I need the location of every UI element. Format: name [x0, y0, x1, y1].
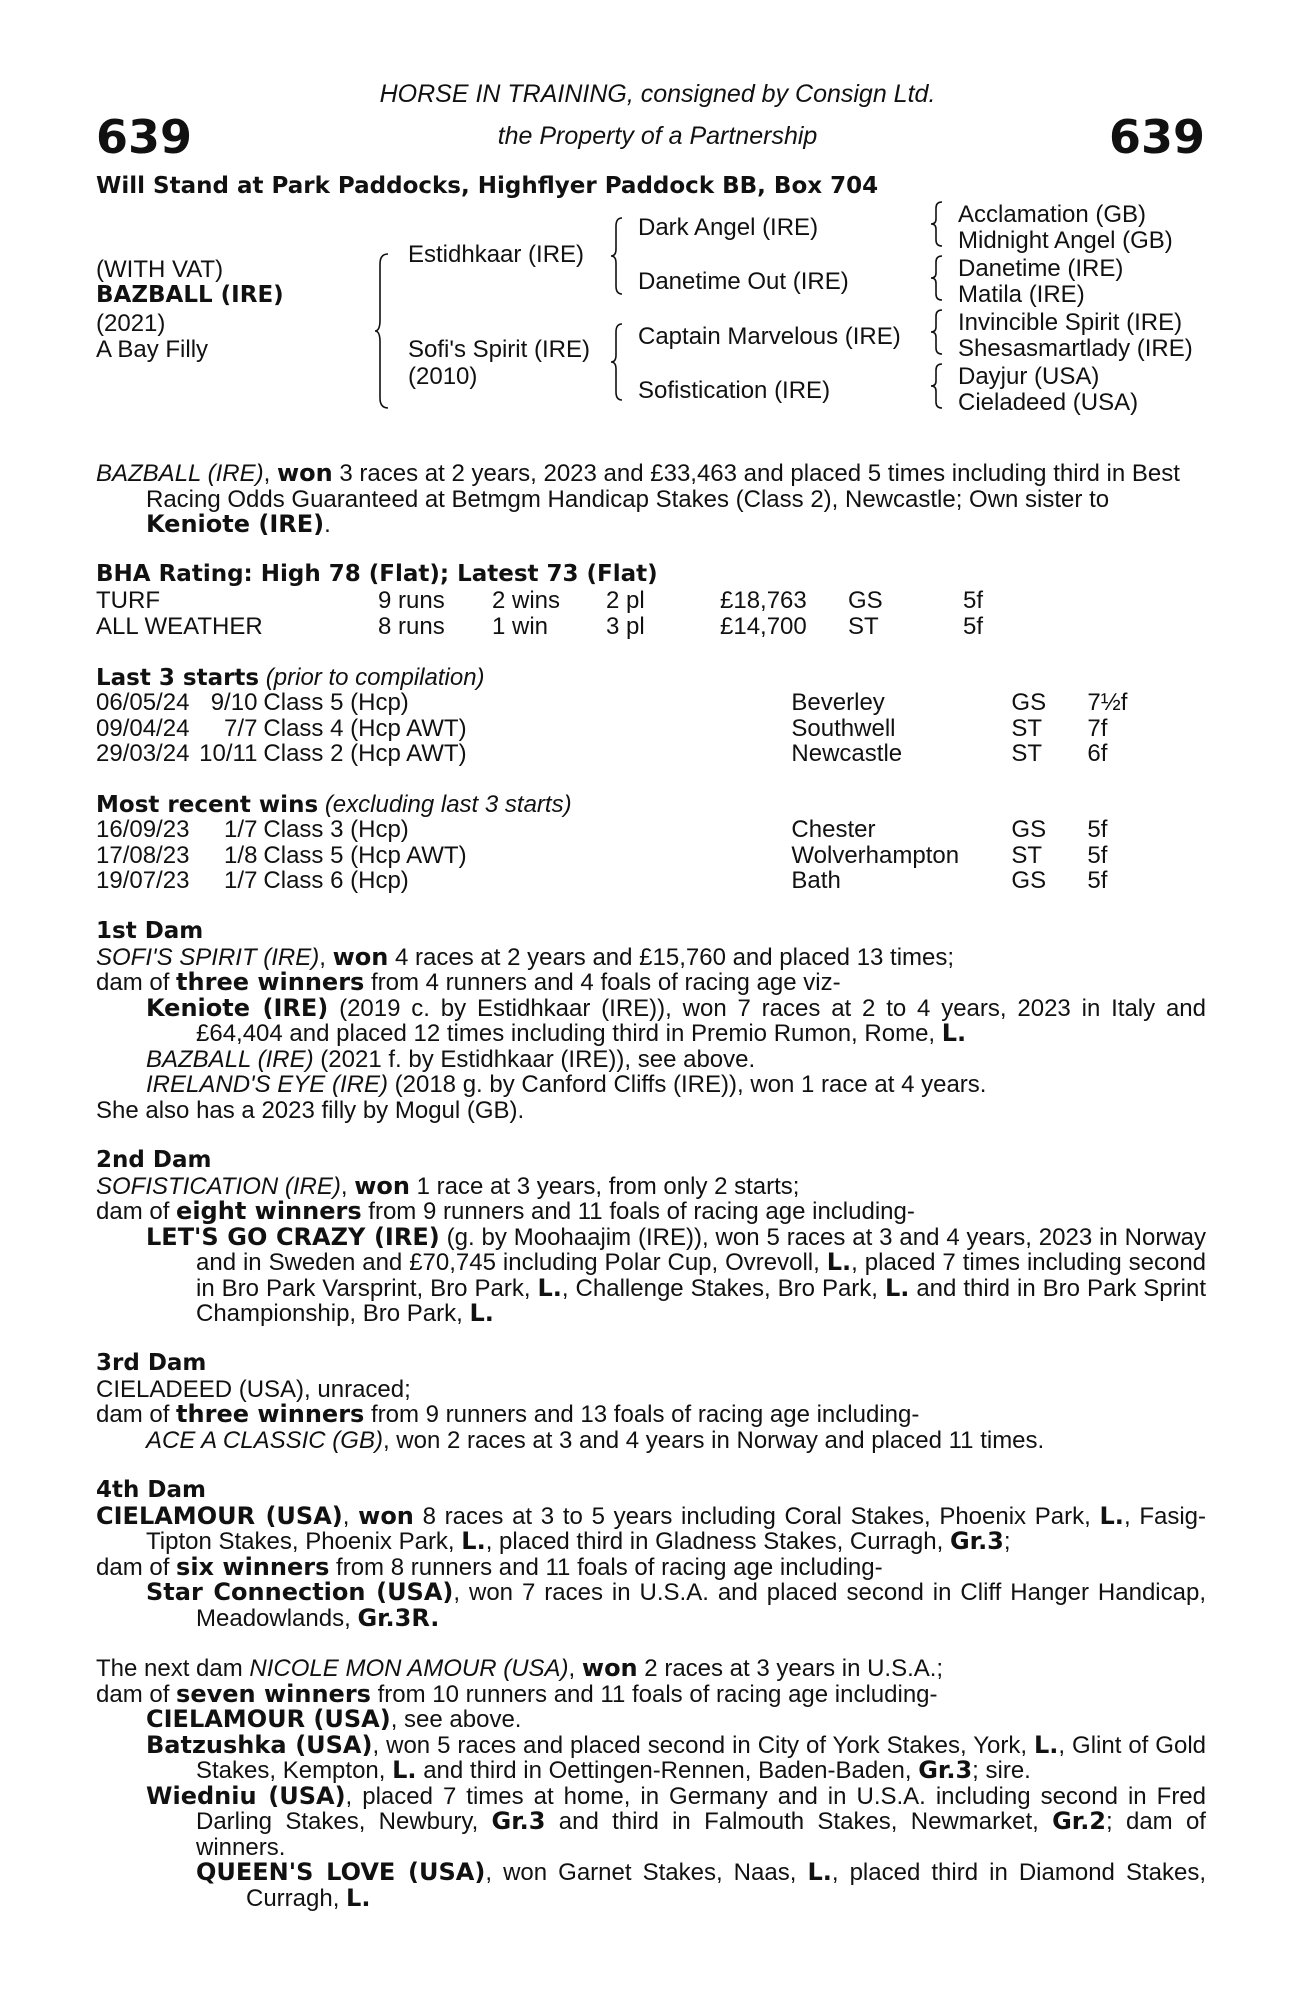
pedigree-dam-dam: Sofistication (IRE) — [638, 377, 831, 404]
consignment-line: HORSE IN TRAINING, consigned by Consign Ltd. — [379, 80, 936, 108]
last-starts-heading — [96, 665, 485, 692]
progeny-name: IRELAND'S EYE (IRE) — [146, 1071, 388, 1098]
progeny-name: BAZBALL (IRE) — [146, 1045, 314, 1073]
dam-record: 1 race at 3 years, from only 2 starts; — [409, 1172, 800, 1200]
race-course: Wolverhampton — [791, 841, 960, 869]
dam-record: , placed third in Gladness Stakes, Curragh, — [485, 1528, 950, 1555]
race-class: Class 6 (Hcp) — [263, 867, 409, 894]
distance: 5f — [963, 587, 984, 614]
winners-count: six winners — [176, 1552, 330, 1581]
pedigree-g5: Invincible Spirit (IRE) — [958, 309, 1183, 336]
race-course: Southwell — [791, 714, 896, 742]
race-going: GS — [1011, 689, 1047, 716]
progeny-record: (2019 c. by Estidhkaar (IRE)), won 7 races at 2 to 4 years, 2023 in Italy and £64,404 and placed 12 times including third in Premio Rumon, Rome, — [196, 994, 1206, 1047]
win-row — [96, 817, 1107, 843]
progeny-record: , placed 7 times including second in Bro Park Varsprint, Bro Park, — [196, 1249, 1207, 1302]
race-date: 17/08/23 — [96, 841, 190, 869]
last-starts-note: (prior to compilation) — [265, 664, 485, 691]
going: GS — [848, 587, 883, 614]
listed-mark: L. — [346, 1883, 371, 1912]
second-dam-heading: 2nd Dam — [96, 1147, 212, 1173]
race-date: 29/03/24 — [96, 740, 190, 767]
recent-wins-heading — [96, 792, 572, 819]
prize-money: £18,763 — [720, 587, 807, 614]
pedigree-g7: Dayjur (USA) — [958, 363, 1100, 390]
first-dam-heading: 1st Dam — [96, 918, 204, 944]
winners-count: three winners — [176, 968, 365, 996]
race-position: 9/10 — [210, 689, 258, 716]
race-date: 06/05/24 — [96, 689, 190, 716]
pedigree-g3: Danetime (IRE) — [958, 255, 1124, 282]
pedigree-dam-sire: Captain Marvelous (IRE) — [638, 323, 901, 350]
progeny-record: ; dam of winners. — [196, 1808, 1206, 1861]
pedigree-brace-sire — [610, 216, 624, 296]
pedigree-sire-sire: Dark Angel (IRE) — [638, 214, 819, 241]
race-class: Class 5 (Hcp AWT) — [263, 841, 467, 869]
listed-mark: L. — [469, 1299, 494, 1327]
race-class: Class 3 (Hcp) — [263, 816, 409, 843]
winners-count: seven winners — [176, 1679, 371, 1708]
listed-mark: L. — [537, 1273, 562, 1302]
runners-foals: from 9 runners and 13 foals of racing age including- — [364, 1401, 920, 1428]
grand-progeny-entry — [96, 1860, 1206, 1911]
race-course: Newcastle — [791, 740, 903, 767]
stats-row-turf — [96, 588, 983, 614]
runners-foals: from 4 runners and 4 foals of racing age viz- — [364, 969, 841, 996]
pedigree-g8: Cieladeed (USA) — [958, 389, 1139, 416]
race-distance: 5f — [1087, 816, 1108, 843]
third-dam-section — [96, 1351, 1206, 1453]
fourth-dam-heading: 4th Dam — [96, 1477, 206, 1503]
progeny-name: ACE A CLASSIC (GB) — [146, 1426, 383, 1454]
listed-mark: L. — [807, 1858, 832, 1886]
progeny-record: , won 2 races at 3 and 4 years in Norway and placed 11 times. — [382, 1426, 1045, 1454]
form-row — [96, 716, 1127, 742]
dam-record: 2 races at 3 years in U.S.A.; — [637, 1655, 944, 1682]
progeny-entry — [96, 993, 1206, 1047]
vat-note: (WITH VAT) — [96, 256, 224, 283]
pedigree-g4: Matila (IRE) — [958, 281, 1085, 308]
pedigree-brace-g4 — [930, 362, 944, 410]
race-distance: 5f — [1087, 867, 1108, 894]
distance: 5f — [963, 612, 984, 640]
summary-won: won — [276, 459, 333, 487]
dam-record: , Fasig-Tipton Stakes, Phoenix Park, — [146, 1502, 1206, 1555]
form-row — [96, 690, 1127, 716]
group-mark: Gr.3 — [918, 1756, 973, 1784]
group-mark: Gr.2 — [1052, 1807, 1107, 1835]
pedigree-g6: Shesasmartlady (IRE) — [958, 335, 1193, 362]
placed: 3 pl — [606, 612, 645, 640]
property-line: the Property of a Partnership — [497, 122, 818, 150]
pedigree-brace-g3 — [930, 308, 944, 356]
win-row — [96, 868, 1107, 894]
race-going: GS — [1011, 816, 1047, 843]
pedigree-sire-dam: Danetime Out (IRE) — [638, 268, 849, 295]
prize-money: £14,700 — [720, 612, 807, 640]
pedigree-brace-dam — [610, 322, 624, 402]
race-date: 09/04/24 — [96, 714, 190, 742]
pedigree-brace-g1 — [930, 200, 944, 248]
dam-entry — [96, 1501, 1206, 1555]
stats-row-all-weather — [96, 614, 983, 640]
bha-stats-table — [96, 588, 983, 639]
first-dam-section: 1st Dam SOFI'S SPIRIT (IRE), won 4 races at 2 years and £15,760 and placed 13 times; dam of three winners from 4 runners and 4 foals of racing age viz- Keniote (IRE) (2019 c. by Estidhkaar (IRE)), won 7 races at 2 to 4 years, 2023 in Italy and £64,404 and placed 12 times including third in Premio Rumon, Rome, L. BAZBALL (IRE) (2021 f. by Estidhkaar (IRE)), see above. IRELAND'S EYE (IRE) (2018 g. by Canford Cliffs (IRE)), won 1 race at 4 years. She also has a 2023 filly by Mogul (GB). — [96, 918, 1206, 1124]
dam-of: dam of — [96, 1553, 177, 1581]
progeny-entry — [96, 1428, 1206, 1454]
dam-of: dam of — [96, 969, 177, 996]
winners-count: eight winners — [176, 1197, 362, 1225]
progeny-record: (g. by Moohaajim (IRE)), won 5 races at 3 and 4 years, 2023 in Norway and in Sweden and £70,745 including Polar Cup, Ovrevoll, — [196, 1223, 1206, 1276]
lot-number-left: 639 — [96, 110, 193, 164]
recent-wins-note: (excluding last 3 starts) — [324, 791, 572, 818]
won-label: won — [354, 1171, 410, 1200]
progeny-record: , Challenge Stakes, Bro Park, — [561, 1274, 885, 1302]
progeny-record: and third in Falmouth Stakes, Newmarket, — [545, 1808, 1053, 1835]
progeny-record: , see above. — [390, 1706, 522, 1733]
progeny-name: QUEEN'S LOVE (USA) — [196, 1858, 486, 1886]
progeny-record: (2021 f. by Estidhkaar (IRE)), see above. — [313, 1045, 756, 1073]
summary-end: . — [324, 511, 331, 538]
race-course: Bath — [791, 867, 841, 894]
progeny-name: Wiedniu (USA) — [146, 1781, 346, 1810]
pedigree-g1: Acclamation (GB) — [958, 201, 1147, 228]
progeny-record: , won 7 races in U.S.A. and placed second in Cliff Hanger Handicap, Meadowlands, — [196, 1579, 1206, 1632]
progeny-entry — [96, 1707, 1206, 1733]
second-dam-section: 2nd Dam SOFISTICATION (IRE), won 1 race at 3 years, from only 2 starts; dam of eight winners from 9 runners and 11 foals of racing age including- LET'S GO CRAZY (IRE) (g. by Moohaajim (IRE)), won 5 races at 3 and 4 years, 2023 in Norway and in Sweden and £70,745 including Polar Cup, Ovrevoll, L., placed 7 times including second in Bro Park Varsprint, Bro Park, L., Challenge Stakes, Bro Park, L. and third in Bro Park Sprint Championship, Bro Park, L. — [96, 1147, 1207, 1327]
listed-mark: L. — [884, 1273, 910, 1302]
race-position: 7/7 — [224, 714, 258, 742]
progeny-record: ; sire. — [972, 1757, 1031, 1784]
progeny-entry — [96, 1222, 1207, 1327]
separator: , — [342, 1502, 359, 1530]
progeny-entry — [96, 1580, 1206, 1631]
separator: , — [568, 1655, 582, 1682]
progeny-name: Batzushka (USA) — [146, 1730, 373, 1759]
dam-name: SOFI'S SPIRIT (IRE) — [96, 943, 320, 971]
horse-year: (2021) — [96, 310, 166, 337]
group-mark: Gr.3 — [491, 1807, 546, 1835]
recent-wins-table — [96, 817, 1107, 894]
horse-name: BAZBALL (IRE) — [96, 282, 284, 308]
next-dam-intro: The next dam — [96, 1655, 250, 1682]
summary-text: 3 races at 2 years, 2023 and £33,463 and placed 5 times including third in Best Racing Odds Guaranteed at Betmgm Handicap Stakes (Class 2), Newcastle; Own sister to — [146, 460, 1180, 513]
won-label: won — [581, 1654, 638, 1682]
runners-foals: from 8 runners and 11 foals of racing age including- — [329, 1553, 883, 1581]
progeny-record: , placed 7 times at home, in Germany and in U.S.A. including second in Fred Darling Stakes, Newbury, — [196, 1782, 1207, 1835]
dam-record: 4 races at 2 years and £15,760 and placed 13 times; — [388, 943, 955, 971]
race-position: 1/7 — [224, 816, 258, 843]
race-class: Class 4 (Hcp AWT) — [263, 714, 467, 742]
race-class: Class 5 (Hcp) — [263, 689, 409, 716]
stand-location: Will Stand at Park Paddocks, Highflyer Paddock BB, Box 704 — [96, 173, 879, 199]
wins: 1 win — [492, 612, 549, 640]
race-distance: 7½f — [1087, 689, 1128, 716]
surface: TURF — [96, 587, 160, 614]
also-has-note: She also has a 2023 filly by Mogul (GB). — [96, 1096, 525, 1124]
race-position: 10/11 — [199, 740, 258, 767]
race-going: ST — [1011, 841, 1043, 869]
runs: 9 runs — [378, 587, 445, 614]
progeny-record: , won 5 races and placed second in City of York Stakes, York, — [372, 1731, 1034, 1759]
progeny-record: , placed third in Diamond Stakes, Curragh, — [246, 1859, 1206, 1912]
progeny-record: and third in Bro Park Sprint Championship, Bro Park, — [196, 1274, 1206, 1327]
dam-record: CIELADEED (USA), unraced; — [96, 1375, 411, 1403]
bha-rating-heading: BHA Rating: High 78 (Flat); Latest 73 (Flat) — [96, 561, 658, 587]
race-going: GS — [1011, 867, 1047, 894]
horse-description: A Bay Filly — [96, 336, 209, 363]
pedigree-brace-main — [374, 252, 390, 410]
progeny-entry — [96, 1072, 1206, 1098]
form-row — [96, 741, 1127, 767]
progeny-record: and third in Oettingen-Rennen, Baden-Baden, — [416, 1757, 919, 1784]
listed-mark: L. — [392, 1756, 417, 1784]
progeny-name: Keniote (IRE) — [146, 993, 329, 1022]
runners-foals: from 9 runners and 11 foals of racing age including- — [361, 1198, 915, 1225]
group-mark: Gr.3 — [949, 1527, 1004, 1555]
dam-of: dam of — [96, 1401, 177, 1428]
dam-name: CIELAMOUR (USA) — [96, 1501, 343, 1530]
progeny-record: (2018 g. by Canford Cliffs (IRE)), won 1 race at 4 years. — [387, 1071, 987, 1098]
dam-name: NICOLE MON AMOUR (USA) — [249, 1655, 569, 1682]
dam-record: ; — [1003, 1528, 1011, 1555]
won-label: won — [358, 1501, 414, 1530]
listed-mark: L. — [826, 1248, 852, 1276]
race-course: Chester — [791, 816, 876, 843]
dam-of: dam of — [96, 1680, 177, 1708]
next-dam-section — [96, 1656, 1206, 1911]
race-course: Beverley — [791, 689, 885, 716]
race-summary: BAZBALL (IRE), won 3 races at 2 years, 2023 and £33,463 and placed 5 times including third in Best Racing Odds Guaranteed at Betmgm Handicap Stakes (Class 2), Newcastle; Own sister to Keniote (IRE). — [96, 459, 1180, 538]
pedigree-g2: Midnight Angel (GB) — [958, 227, 1173, 254]
dam-of: dam of — [96, 1198, 177, 1225]
race-going: ST — [1011, 740, 1043, 767]
progeny-entry — [96, 1781, 1207, 1861]
recent-wins-title: Most recent wins — [96, 792, 319, 818]
pedigree-dam: Sofi's Spirit (IRE) — [408, 336, 590, 363]
dam-record: 8 races at 3 to 5 years including Coral Stakes, Phoenix Park, — [413, 1502, 1100, 1530]
summary-sister: Keniote (IRE) — [146, 510, 325, 538]
last-starts-table — [96, 690, 1127, 767]
placed: 2 pl — [606, 587, 645, 614]
race-date: 16/09/23 — [96, 816, 190, 843]
pedigree-dam-year: (2010) — [408, 363, 478, 390]
race-distance: 6f — [1087, 740, 1108, 767]
race-position: 1/8 — [224, 841, 258, 869]
win-row — [96, 843, 1107, 869]
listed-mark: L. — [941, 1019, 967, 1047]
progeny-name: Star Connection (USA) — [146, 1578, 454, 1606]
progeny-record: , Glint of Gold Stakes, Kempton, — [196, 1731, 1207, 1784]
progeny-name: LET'S GO CRAZY (IRE) — [146, 1222, 440, 1251]
pedigree-sire: Estidhkaar (IRE) — [408, 241, 585, 268]
wins: 2 wins — [492, 587, 561, 614]
listed-mark: L. — [1099, 1501, 1124, 1530]
last-starts-title: Last 3 starts — [96, 665, 260, 691]
progeny-entry — [96, 1730, 1207, 1784]
race-going: ST — [1011, 714, 1043, 742]
surface: ALL WEATHER — [96, 612, 263, 640]
race-class: Class 2 (Hcp AWT) — [263, 740, 467, 767]
group-mark: Gr.3R. — [357, 1603, 440, 1632]
progeny-entry — [96, 1047, 1206, 1073]
third-dam-heading: 3rd Dam — [96, 1350, 207, 1376]
race-position: 1/7 — [224, 867, 258, 894]
progeny-record: , won Garnet Stakes, Naas, — [485, 1859, 808, 1886]
race-distance: 7f — [1087, 714, 1108, 742]
going: ST — [848, 612, 879, 640]
progeny-name: CIELAMOUR (USA) — [146, 1705, 391, 1733]
fourth-dam-section — [96, 1478, 1206, 1631]
lot-number-right: 639 — [1108, 110, 1205, 164]
winners-count: three winners — [176, 1400, 365, 1428]
listed-mark: L. — [1033, 1730, 1059, 1759]
race-distance: 5f — [1087, 841, 1108, 869]
runs: 8 runs — [378, 612, 445, 640]
listed-mark: L. — [461, 1527, 486, 1555]
won-label: won — [332, 942, 389, 971]
race-date: 19/07/23 — [96, 867, 190, 894]
summary-horse-name: BAZBALL (IRE) — [96, 460, 264, 487]
runners-foals: from 10 runners and 11 foals of racing age including- — [370, 1680, 938, 1708]
pedigree-brace-g2 — [930, 254, 944, 302]
dam-name: SOFISTICATION (IRE) — [96, 1172, 341, 1200]
